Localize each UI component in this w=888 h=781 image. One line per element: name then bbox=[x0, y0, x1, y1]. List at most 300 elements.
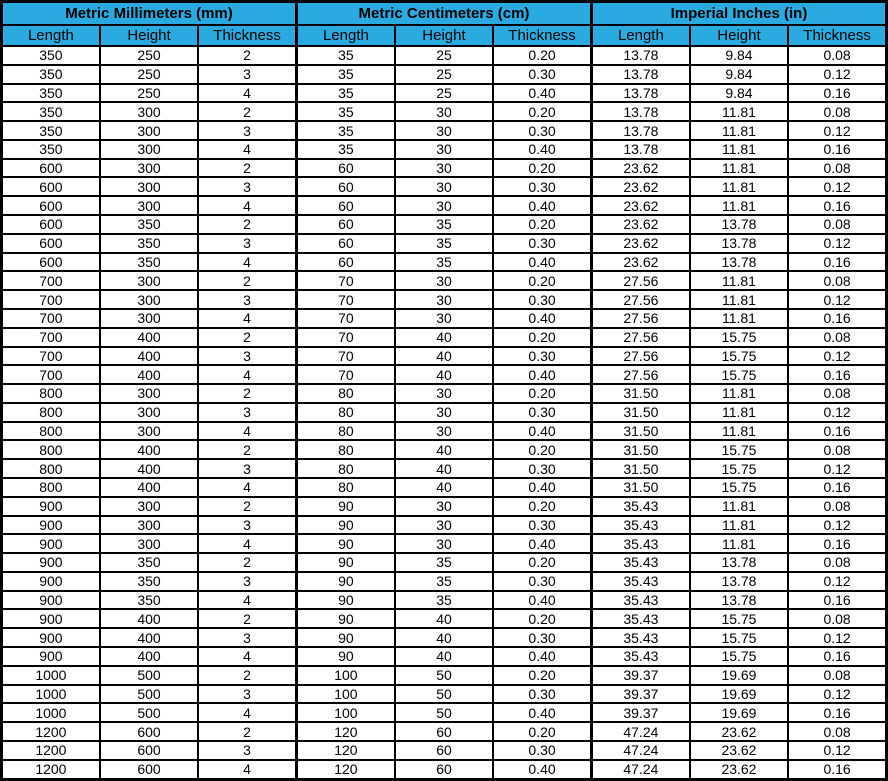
table-cell: 0.20 bbox=[493, 553, 591, 572]
table-cell: 35 bbox=[296, 140, 394, 159]
table-row bbox=[2, 516, 887, 535]
table-cell: 700 bbox=[2, 309, 100, 328]
table-cell: 50 bbox=[395, 685, 493, 704]
table-cell: 11.81 bbox=[690, 271, 788, 290]
table-row bbox=[2, 140, 887, 159]
table-cell: 60 bbox=[296, 177, 394, 196]
table-cell: 900 bbox=[2, 628, 100, 647]
table-cell: 300 bbox=[100, 403, 198, 422]
table-row bbox=[2, 422, 887, 441]
table-cell: 0.16 bbox=[788, 703, 886, 722]
table-cell: 300 bbox=[100, 159, 198, 178]
table-row bbox=[2, 703, 887, 722]
table-cell: 0.30 bbox=[493, 290, 591, 309]
table-header bbox=[2, 2, 887, 47]
table-cell: 9.84 bbox=[690, 84, 788, 103]
table-cell: 13.78 bbox=[591, 84, 689, 103]
table-cell: 3 bbox=[198, 741, 296, 760]
table-cell: 60 bbox=[296, 196, 394, 215]
table-cell: 4 bbox=[198, 365, 296, 384]
table-cell: 40 bbox=[395, 365, 493, 384]
table-cell: 2 bbox=[198, 46, 296, 65]
table-cell: 15.75 bbox=[690, 459, 788, 478]
table-cell: 15.75 bbox=[690, 478, 788, 497]
table-row bbox=[2, 121, 887, 140]
table-cell: 15.75 bbox=[690, 647, 788, 666]
table-cell: 600 bbox=[2, 215, 100, 234]
table-cell: 300 bbox=[100, 271, 198, 290]
table-row bbox=[2, 309, 887, 328]
table-cell: 0.16 bbox=[788, 534, 886, 553]
table-cell: 15.75 bbox=[690, 365, 788, 384]
table-cell: 35.43 bbox=[591, 609, 689, 628]
table-cell: 350 bbox=[2, 65, 100, 84]
table-cell: 0.40 bbox=[493, 703, 591, 722]
table-cell: 35 bbox=[296, 46, 394, 65]
table-cell: 400 bbox=[100, 478, 198, 497]
table-cell: 800 bbox=[2, 440, 100, 459]
table-cell: 1000 bbox=[2, 685, 100, 704]
table-cell: 4 bbox=[198, 591, 296, 610]
table-cell: 0.40 bbox=[493, 478, 591, 497]
table-cell: 0.08 bbox=[788, 102, 886, 121]
table-row bbox=[2, 478, 887, 497]
table-cell: 500 bbox=[100, 703, 198, 722]
table-cell: 11.81 bbox=[690, 422, 788, 441]
table-cell: 35.43 bbox=[591, 572, 689, 591]
table-cell: 40 bbox=[395, 609, 493, 628]
table-cell: 0.30 bbox=[493, 741, 591, 760]
table-cell: 0.12 bbox=[788, 177, 886, 196]
table-cell: 900 bbox=[2, 591, 100, 610]
table-cell: 80 bbox=[296, 478, 394, 497]
table-cell: 31.50 bbox=[591, 459, 689, 478]
table-row bbox=[2, 403, 887, 422]
table-cell: 350 bbox=[2, 102, 100, 121]
table-cell: 2 bbox=[198, 497, 296, 516]
table-cell: 2 bbox=[198, 722, 296, 741]
table-cell: 30 bbox=[395, 271, 493, 290]
table-cell: 35.43 bbox=[591, 591, 689, 610]
table-cell: 15.75 bbox=[690, 440, 788, 459]
table-cell: 13.78 bbox=[690, 253, 788, 272]
table-cell: 2 bbox=[198, 384, 296, 403]
table-cell: 35.43 bbox=[591, 628, 689, 647]
table-cell: 70 bbox=[296, 365, 394, 384]
table-row bbox=[2, 196, 887, 215]
table-cell: 0.40 bbox=[493, 647, 591, 666]
table-cell: 0.16 bbox=[788, 365, 886, 384]
table-cell: 0.40 bbox=[493, 84, 591, 103]
table-cell: 0.20 bbox=[493, 328, 591, 347]
table-cell: 900 bbox=[2, 553, 100, 572]
table-cell: 15.75 bbox=[690, 328, 788, 347]
table-cell: 30 bbox=[395, 534, 493, 553]
table-cell: 120 bbox=[296, 741, 394, 760]
table-cell: 0.30 bbox=[493, 234, 591, 253]
table-cell: 0.40 bbox=[493, 309, 591, 328]
table-cell: 0.08 bbox=[788, 440, 886, 459]
table-cell: 700 bbox=[2, 271, 100, 290]
table-cell: 600 bbox=[2, 159, 100, 178]
table-cell: 23.62 bbox=[690, 741, 788, 760]
table-cell: 350 bbox=[2, 140, 100, 159]
table-cell: 600 bbox=[100, 722, 198, 741]
table-cell: 31.50 bbox=[591, 478, 689, 497]
table-cell: 300 bbox=[100, 177, 198, 196]
table-cell: 35 bbox=[395, 253, 493, 272]
table-cell: 60 bbox=[395, 760, 493, 780]
table-cell: 1000 bbox=[2, 703, 100, 722]
table-cell: 27.56 bbox=[591, 290, 689, 309]
table-cell: 0.20 bbox=[493, 497, 591, 516]
table-cell: 3 bbox=[198, 685, 296, 704]
table-cell: 27.56 bbox=[591, 271, 689, 290]
table-cell: 0.40 bbox=[493, 140, 591, 159]
table-cell: 0.16 bbox=[788, 647, 886, 666]
table-cell: 0.20 bbox=[493, 102, 591, 121]
table-cell: 40 bbox=[395, 628, 493, 647]
table-cell: 0.30 bbox=[493, 177, 591, 196]
table-cell: 70 bbox=[296, 290, 394, 309]
table-cell: 0.12 bbox=[788, 572, 886, 591]
table-cell: 90 bbox=[296, 516, 394, 535]
table-cell: 0.08 bbox=[788, 159, 886, 178]
table-cell: 0.30 bbox=[493, 121, 591, 140]
table-cell: 400 bbox=[100, 459, 198, 478]
table-cell: 70 bbox=[296, 271, 394, 290]
table-cell: 40 bbox=[395, 459, 493, 478]
table-cell: 2 bbox=[198, 553, 296, 572]
table-cell: 0.30 bbox=[493, 459, 591, 478]
table-cell: 47.24 bbox=[591, 741, 689, 760]
table-cell: 80 bbox=[296, 384, 394, 403]
table-cell: 2 bbox=[198, 271, 296, 290]
table-cell: 400 bbox=[100, 628, 198, 647]
table-cell: 300 bbox=[100, 384, 198, 403]
table-row bbox=[2, 760, 887, 780]
table-cell: 27.56 bbox=[591, 365, 689, 384]
table-cell: 4 bbox=[198, 534, 296, 553]
table-cell: 0.16 bbox=[788, 253, 886, 272]
table-cell: 60 bbox=[296, 159, 394, 178]
table-cell: 13.78 bbox=[591, 46, 689, 65]
table-cell: 2 bbox=[198, 609, 296, 628]
table-cell: 25 bbox=[395, 65, 493, 84]
table-cell: 0.12 bbox=[788, 516, 886, 535]
table-cell: 11.81 bbox=[690, 384, 788, 403]
table-cell: 300 bbox=[100, 121, 198, 140]
table-cell: 0.08 bbox=[788, 666, 886, 685]
table-cell: 90 bbox=[296, 553, 394, 572]
table-cell: 13.78 bbox=[591, 102, 689, 121]
table-cell: 700 bbox=[2, 328, 100, 347]
table-row bbox=[2, 65, 887, 84]
table-cell: 30 bbox=[395, 140, 493, 159]
table-cell: 13.78 bbox=[690, 553, 788, 572]
column-header: Height bbox=[100, 25, 198, 46]
table-cell: 0.30 bbox=[493, 516, 591, 535]
table-cell: 0.08 bbox=[788, 553, 886, 572]
table-cell: 31.50 bbox=[591, 384, 689, 403]
table-cell: 27.56 bbox=[591, 309, 689, 328]
table-row bbox=[2, 572, 887, 591]
table-cell: 23.62 bbox=[591, 177, 689, 196]
column-header: Length bbox=[591, 25, 689, 46]
table-row bbox=[2, 328, 887, 347]
table-cell: 350 bbox=[100, 591, 198, 610]
table-cell: 90 bbox=[296, 628, 394, 647]
table-cell: 0.08 bbox=[788, 497, 886, 516]
table-cell: 300 bbox=[100, 309, 198, 328]
table-row bbox=[2, 459, 887, 478]
table-cell: 11.81 bbox=[690, 534, 788, 553]
table-cell: 0.08 bbox=[788, 328, 886, 347]
table-row bbox=[2, 666, 887, 685]
table-cell: 30 bbox=[395, 121, 493, 140]
table-cell: 0.16 bbox=[788, 309, 886, 328]
table-row bbox=[2, 497, 887, 516]
table-cell: 80 bbox=[296, 459, 394, 478]
table-cell: 400 bbox=[100, 328, 198, 347]
table-cell: 400 bbox=[100, 440, 198, 459]
table-cell: 0.08 bbox=[788, 384, 886, 403]
table-cell: 0.08 bbox=[788, 46, 886, 65]
table-cell: 100 bbox=[296, 666, 394, 685]
table-cell: 35 bbox=[296, 65, 394, 84]
table-cell: 0.16 bbox=[788, 478, 886, 497]
table-cell: 13.78 bbox=[690, 215, 788, 234]
table-cell: 400 bbox=[100, 647, 198, 666]
table-cell: 0.12 bbox=[788, 628, 886, 647]
table-cell: 400 bbox=[100, 609, 198, 628]
table-cell: 100 bbox=[296, 703, 394, 722]
table-cell: 80 bbox=[296, 403, 394, 422]
table-cell: 0.40 bbox=[493, 253, 591, 272]
table-cell: 40 bbox=[395, 647, 493, 666]
table-cell: 500 bbox=[100, 666, 198, 685]
table-cell: 31.50 bbox=[591, 403, 689, 422]
table-cell: 250 bbox=[100, 65, 198, 84]
table-cell: 13.78 bbox=[591, 121, 689, 140]
table-row bbox=[2, 290, 887, 309]
column-header: Thickness bbox=[788, 25, 886, 46]
table-cell: 30 bbox=[395, 196, 493, 215]
column-group-header: Metric Centimeters (cm) bbox=[296, 2, 591, 26]
table-cell: 300 bbox=[100, 497, 198, 516]
table-cell: 9.84 bbox=[690, 46, 788, 65]
table-row bbox=[2, 609, 887, 628]
table-cell: 2 bbox=[198, 102, 296, 121]
table-cell: 23.62 bbox=[591, 196, 689, 215]
table-cell: 70 bbox=[296, 347, 394, 366]
table-cell: 27.56 bbox=[591, 347, 689, 366]
table-cell: 13.78 bbox=[690, 234, 788, 253]
table-cell: 19.69 bbox=[690, 703, 788, 722]
table-cell: 0.40 bbox=[493, 196, 591, 215]
table-row bbox=[2, 628, 887, 647]
table-cell: 23.62 bbox=[690, 722, 788, 741]
table-cell: 0.16 bbox=[788, 760, 886, 780]
table-cell: 0.20 bbox=[493, 159, 591, 178]
table-cell: 60 bbox=[395, 741, 493, 760]
table-row bbox=[2, 591, 887, 610]
table-row bbox=[2, 365, 887, 384]
table-cell: 35 bbox=[296, 84, 394, 103]
table-cell: 3 bbox=[198, 65, 296, 84]
table-cell: 3 bbox=[198, 177, 296, 196]
table-cell: 23.62 bbox=[591, 215, 689, 234]
table-row bbox=[2, 384, 887, 403]
table-cell: 11.81 bbox=[690, 497, 788, 516]
table-cell: 350 bbox=[2, 84, 100, 103]
table-cell: 30 bbox=[395, 102, 493, 121]
table-cell: 300 bbox=[100, 140, 198, 159]
column-header: Length bbox=[296, 25, 394, 46]
table-cell: 11.81 bbox=[690, 177, 788, 196]
table-row bbox=[2, 741, 887, 760]
table-row bbox=[2, 685, 887, 704]
table-cell: 600 bbox=[2, 196, 100, 215]
table-cell: 350 bbox=[2, 46, 100, 65]
table-cell: 4 bbox=[198, 196, 296, 215]
table-cell: 300 bbox=[100, 102, 198, 121]
table-cell: 350 bbox=[100, 234, 198, 253]
table-cell: 600 bbox=[100, 760, 198, 780]
table-cell: 350 bbox=[100, 572, 198, 591]
table-cell: 3 bbox=[198, 234, 296, 253]
table-cell: 0.12 bbox=[788, 685, 886, 704]
table-cell: 25 bbox=[395, 46, 493, 65]
table-cell: 11.81 bbox=[690, 309, 788, 328]
sub-header-row bbox=[2, 25, 887, 46]
table-cell: 600 bbox=[2, 177, 100, 196]
table-cell: 30 bbox=[395, 422, 493, 441]
table-cell: 0.30 bbox=[493, 628, 591, 647]
table-cell: 0.16 bbox=[788, 422, 886, 441]
table-cell: 0.16 bbox=[788, 196, 886, 215]
table-cell: 120 bbox=[296, 760, 394, 780]
table-cell: 700 bbox=[2, 347, 100, 366]
table-row bbox=[2, 159, 887, 178]
table-cell: 40 bbox=[395, 347, 493, 366]
table-cell: 90 bbox=[296, 497, 394, 516]
table-cell: 23.62 bbox=[591, 253, 689, 272]
table-cell: 0.40 bbox=[493, 534, 591, 553]
table-cell: 3 bbox=[198, 516, 296, 535]
table-cell: 0.20 bbox=[493, 666, 591, 685]
table-cell: 0.08 bbox=[788, 215, 886, 234]
table-cell: 60 bbox=[296, 234, 394, 253]
table-cell: 0.12 bbox=[788, 65, 886, 84]
table-cell: 0.12 bbox=[788, 290, 886, 309]
table-cell: 30 bbox=[395, 159, 493, 178]
table-cell: 39.37 bbox=[591, 703, 689, 722]
table-row bbox=[2, 177, 887, 196]
group-header-row bbox=[2, 2, 887, 26]
table-row bbox=[2, 534, 887, 553]
table-cell: 0.20 bbox=[493, 440, 591, 459]
table-cell: 4 bbox=[198, 84, 296, 103]
table-cell: 60 bbox=[296, 215, 394, 234]
table-cell: 11.81 bbox=[690, 516, 788, 535]
table-cell: 3 bbox=[198, 459, 296, 478]
table-cell: 300 bbox=[100, 516, 198, 535]
table-cell: 11.81 bbox=[690, 196, 788, 215]
table-cell: 0.30 bbox=[493, 347, 591, 366]
table-cell: 0.12 bbox=[788, 403, 886, 422]
table-cell: 15.75 bbox=[690, 628, 788, 647]
table-cell: 35.43 bbox=[591, 497, 689, 516]
table-cell: 35 bbox=[395, 572, 493, 591]
table-cell: 0.08 bbox=[788, 271, 886, 290]
table-cell: 1000 bbox=[2, 666, 100, 685]
table-cell: 90 bbox=[296, 534, 394, 553]
table-cell: 4 bbox=[198, 760, 296, 780]
table-cell: 15.75 bbox=[690, 347, 788, 366]
column-header: Thickness bbox=[493, 25, 591, 46]
table-cell: 35 bbox=[296, 121, 394, 140]
table-cell: 700 bbox=[2, 290, 100, 309]
table-cell: 0.40 bbox=[493, 760, 591, 780]
table-cell: 300 bbox=[100, 534, 198, 553]
table-cell: 1200 bbox=[2, 760, 100, 780]
column-header: Length bbox=[2, 25, 100, 46]
table-cell: 0.08 bbox=[788, 722, 886, 741]
table-cell: 0.20 bbox=[493, 46, 591, 65]
table-cell: 4 bbox=[198, 703, 296, 722]
table-cell: 900 bbox=[2, 497, 100, 516]
column-header: Thickness bbox=[198, 25, 296, 46]
table-cell: 35 bbox=[395, 553, 493, 572]
table-cell: 0.12 bbox=[788, 459, 886, 478]
table-cell: 800 bbox=[2, 459, 100, 478]
table-cell: 0.08 bbox=[788, 609, 886, 628]
table-cell: 47.24 bbox=[591, 722, 689, 741]
table-row bbox=[2, 347, 887, 366]
column-header: Height bbox=[690, 25, 788, 46]
table-cell: 11.81 bbox=[690, 159, 788, 178]
table-cell: 4 bbox=[198, 647, 296, 666]
table-cell: 0.20 bbox=[493, 609, 591, 628]
table-cell: 4 bbox=[198, 309, 296, 328]
table-cell: 30 bbox=[395, 497, 493, 516]
table-cell: 0.12 bbox=[788, 234, 886, 253]
table-cell: 300 bbox=[100, 422, 198, 441]
table-cell: 0.40 bbox=[493, 591, 591, 610]
table-cell: 0.30 bbox=[493, 403, 591, 422]
table-cell: 600 bbox=[2, 234, 100, 253]
table-cell: 900 bbox=[2, 609, 100, 628]
table-cell: 13.78 bbox=[690, 572, 788, 591]
table-row bbox=[2, 234, 887, 253]
table-cell: 4 bbox=[198, 478, 296, 497]
table-cell: 0.12 bbox=[788, 347, 886, 366]
table-cell: 2 bbox=[198, 440, 296, 459]
table-cell: 30 bbox=[395, 309, 493, 328]
table-cell: 30 bbox=[395, 384, 493, 403]
table-cell: 700 bbox=[2, 365, 100, 384]
table-cell: 300 bbox=[100, 290, 198, 309]
table-cell: 47.24 bbox=[591, 760, 689, 780]
table-cell: 3 bbox=[198, 403, 296, 422]
table-cell: 19.69 bbox=[690, 685, 788, 704]
table-cell: 800 bbox=[2, 403, 100, 422]
table-cell: 80 bbox=[296, 440, 394, 459]
table-cell: 13.78 bbox=[591, 140, 689, 159]
table-cell: 35 bbox=[395, 591, 493, 610]
table-cell: 0.12 bbox=[788, 741, 886, 760]
